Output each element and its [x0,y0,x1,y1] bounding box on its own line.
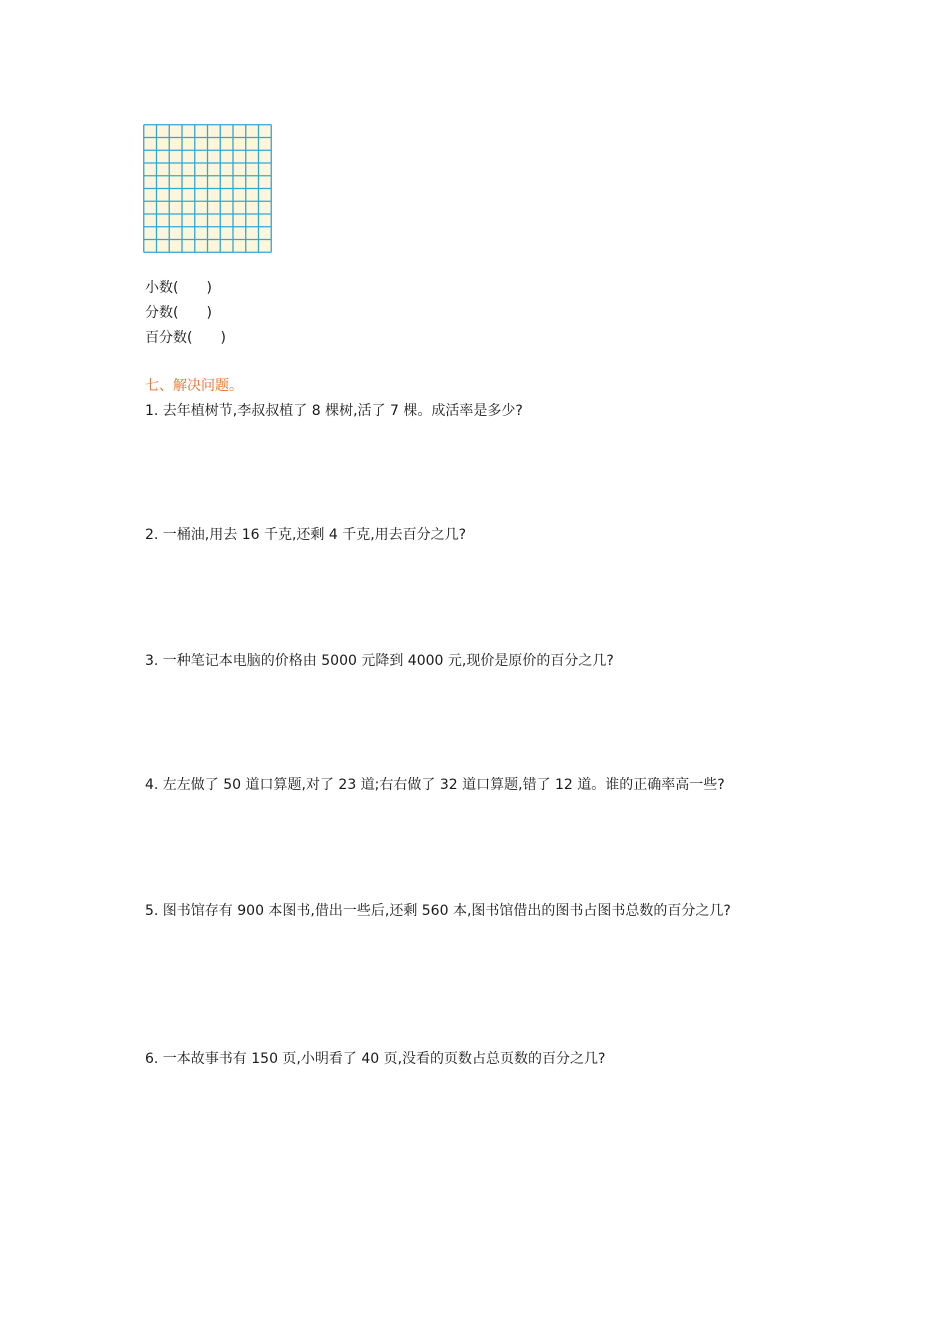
problem-5: 5. 图书馆存有 900 本图书,借出一些后,还剩 560 本,图书馆借出的图书占图书总数的百分之几? [145,903,731,919]
problem-2: 2. 一桶油,用去 16 千克,还剩 4 千克,用去百分之几? [145,527,467,543]
problem-1: 1. 去年植树节,李叔叔植了 8 棵树,活了 7 棵。成活率是多少? [145,403,523,419]
problem-4: 4. 左左做了 50 道口算题,对了 23 道;右右做了 32 道口算题,错了 12 道。谁的正确率高一些? [145,777,725,793]
decimal-answer: 小数( ) [145,280,212,296]
hundred-square-grid [143,124,272,253]
fraction-answer: 分数( ) [145,305,212,321]
problem-6: 6. 一本故事书有 150 页,小明看了 40 页,没看的页数占总页数的百分之几? [145,1051,606,1067]
problem-3: 3. 一种笔记本电脑的价格由 5000 元降到 4000 元,现价是原价的百分之几? [145,653,614,669]
section-heading: 七、解决问题。 [145,378,243,394]
answer-block [145,276,226,351]
percent-answer: 百分数( ) [145,330,226,346]
